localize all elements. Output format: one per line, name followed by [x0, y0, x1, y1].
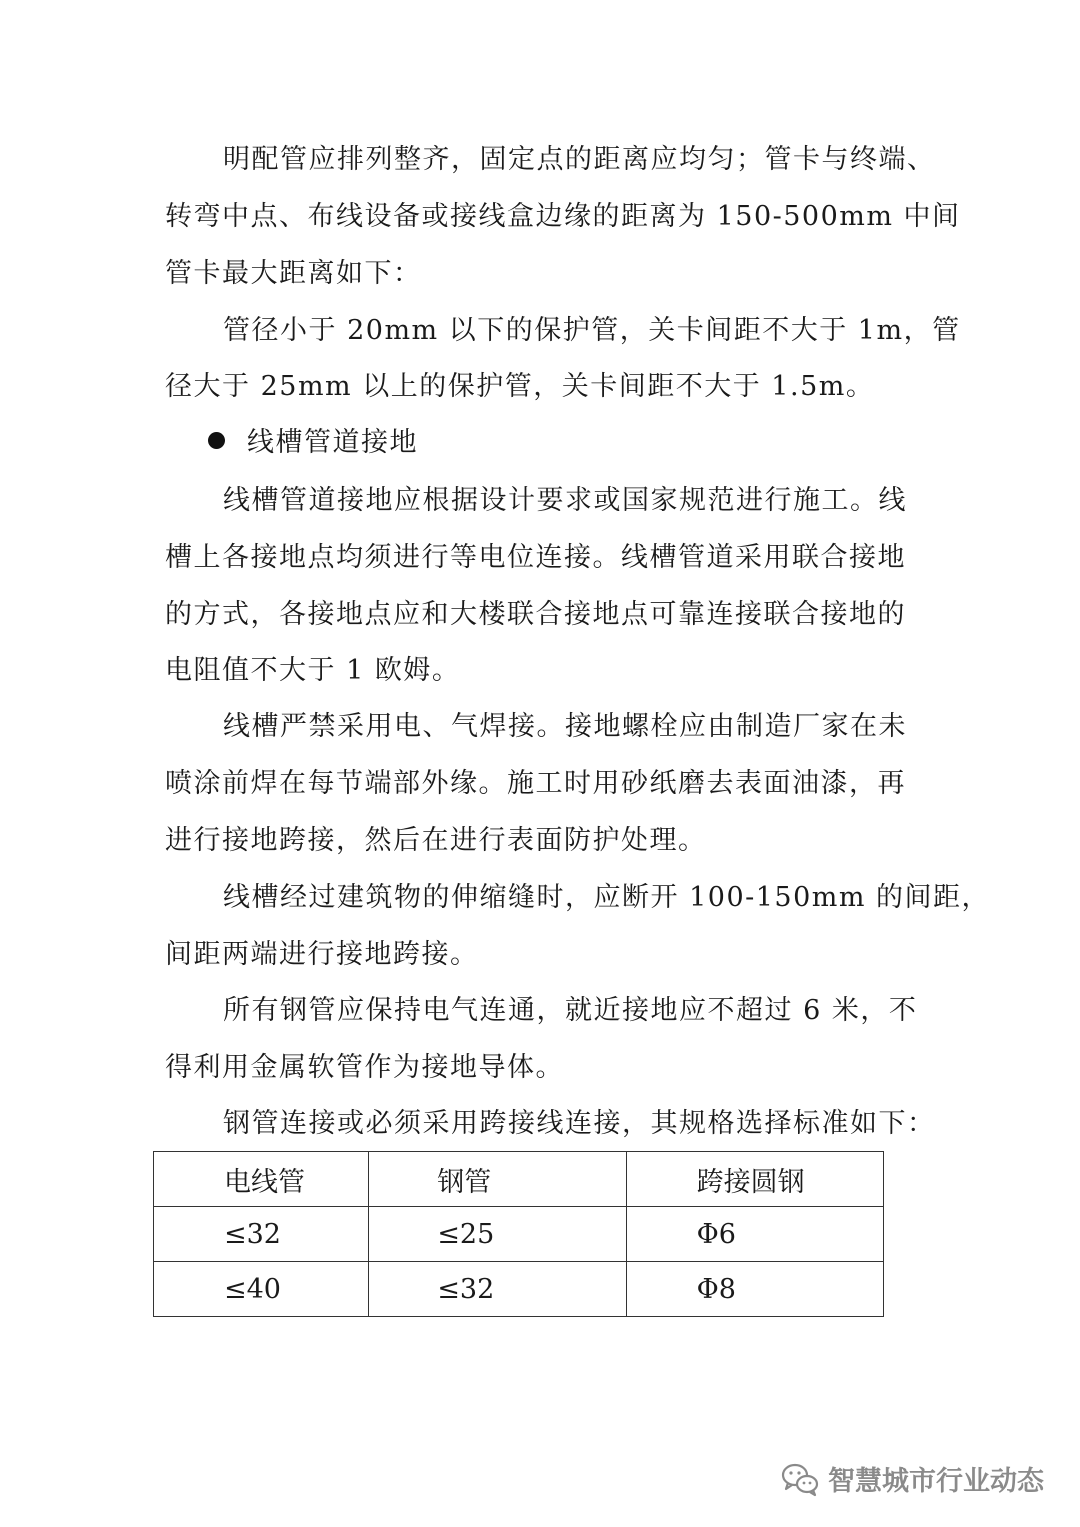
watermark-text: 智慧城市行业动态 [828, 1466, 1044, 1497]
table-cell: ≤40 [154, 1262, 369, 1317]
paragraph-line: 所有钢管应保持电气连通，就近接地应不超过 6 米，不 [223, 995, 918, 1026]
paragraph-line: 管径小于 20mm 以下的保护管，关卡间距不大于 1m，管 [223, 315, 961, 346]
spec-table [153, 1151, 884, 1317]
bullet-heading [208, 423, 418, 463]
paragraph-line: 进行接地跨接，然后在进行表面防护处理。 [165, 825, 707, 856]
table-header-cell: 跨接圆钢 [626, 1152, 883, 1207]
paragraph-line: 喷涂前焊在每节端部外缘。施工时用砂纸磨去表面油漆，再 [165, 768, 906, 799]
paragraph-line: 线槽严禁采用电、气焊接。接地螺栓应由制造厂家在未 [223, 711, 907, 742]
table-cell: Φ6 [626, 1207, 883, 1262]
paragraph-line: 间距两端进行接地跨接。 [165, 939, 479, 970]
table-row [154, 1262, 884, 1317]
table-cell: ≤25 [369, 1207, 626, 1262]
paragraph-line: 线槽管道接地应根据设计要求或国家规范进行施工。线 [223, 485, 907, 516]
table-header-row [154, 1152, 884, 1207]
paragraph-line: 的方式，各接地点应和大楼联合接地点可靠连接联合接地的 [165, 599, 906, 630]
table-row [154, 1207, 884, 1262]
bullet-dot-icon [208, 432, 225, 449]
paragraph-line: 径大于 25mm 以上的保护管，关卡间距不大于 1.5m。 [165, 371, 875, 402]
paragraph-line: 钢管连接或必须采用跨接线连接，其规格选择标准如下： [223, 1108, 936, 1139]
paragraph-line: 管卡最大距离如下： [165, 258, 422, 289]
table-header-cell: 电线管 [154, 1152, 369, 1207]
bullet-heading-text: 线槽管道接地 [247, 427, 418, 458]
paragraph-line: 得利用金属软管作为接地导体。 [165, 1052, 564, 1083]
table-cell: ≤32 [154, 1207, 369, 1262]
paragraph-line: 转弯中点、布线设备或接线盒边缘的距离为 150-500mm 中间 [165, 201, 961, 232]
table-cell: Φ8 [626, 1262, 883, 1317]
wechat-icon [780, 1461, 820, 1497]
paragraph-line: 线槽经过建筑物的伸缩缝时，应断开 100-150mm 的间距， [223, 882, 991, 913]
paragraph-line: 电阻值不大于 1 欧姆。 [165, 655, 461, 686]
table-cell: ≤32 [369, 1262, 626, 1317]
table-header-cell: 钢管 [369, 1152, 626, 1207]
paragraph-line: 明配管应排列整齐，固定点的距离应均匀；管卡与终端、 [223, 144, 936, 175]
paragraph-line: 槽上各接地点均须进行等电位连接。线槽管道采用联合接地 [165, 542, 906, 573]
watermark [780, 1459, 1044, 1498]
